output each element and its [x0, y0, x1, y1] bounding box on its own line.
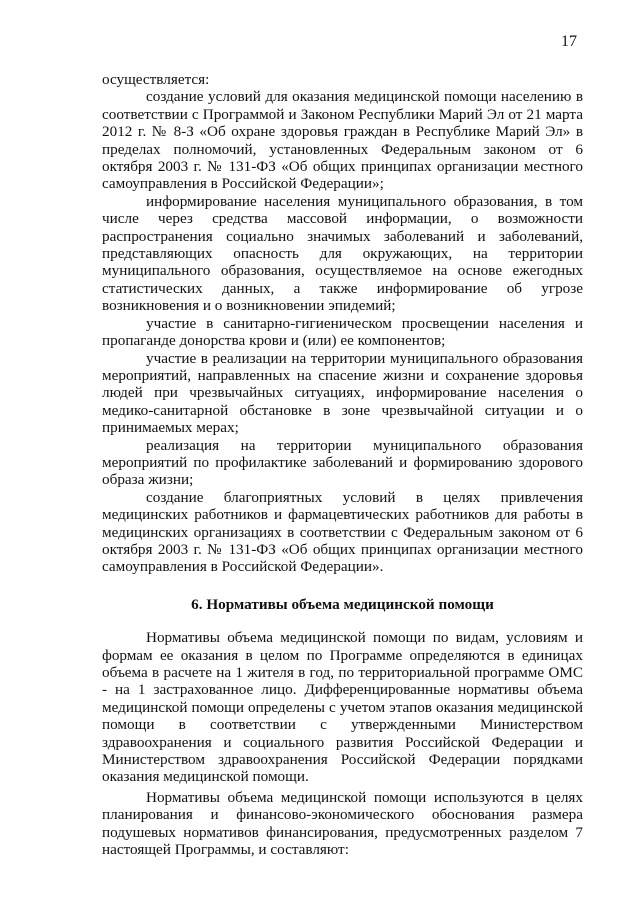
document-body [102, 71, 583, 858]
paragraph-sanitary: участие в санитарно-гигиеническом просвещении населения и пропаганде донорства крови и (или) ее компонентов; [102, 314, 583, 350]
paragraph-workforce: создание благоприятных условий в целях привлечения медицинских работников и фармацевтических работников для работы в медицинских организациях в соответствии с Федеральным законом от 6 октября 2003 г. № 131-ФЗ «Об общих принципах организации местного самоуправления в Российской Федерации». [102, 488, 583, 576]
page-number: 17 [561, 33, 577, 50]
paragraph-emergency: участие в реализации на территории муниципального образования мероприятий, направленных на спасение жизни и сохранение здоровья людей при чрезвычайных ситуациях, информирование населения о медико-санитарной обстановке в зоне чрезвычайной ситуации и о принимаемых мерах; [102, 349, 583, 437]
paragraph-conditions: создание условий для оказания медицинской помощи населению в соответствии с Программой и Законом Республики Марий Эл от 21 марта 2012 г. № 8-З «Об охране здоровья граждан в Республике Марий Эл» в пределах полномочий, установленных Федеральным законом от 6 октября 2003 г. № 131-ФЗ «Об общих принципах организации местного самоуправления в Российской Федерации»; [102, 88, 583, 193]
paragraph-norms-definition: Нормативы объема медицинской помощи по видам, условиям и формам ее оказания в целом по Программе определяются в единицах объема в расчете на 1 жителя в год, по территориальной программе ОМС - на 1 застрахованное лицо. Дифференцированные нормативы объема медицинской помощи определены с учетом этапов оказания медицинской помощи в соответствии с утвержденными Министерством здравоохранения и социального развития Российской Федерации и Министерством здравоохранения Российской Федерации порядками оказания медицинской помощи. [102, 629, 583, 786]
section-heading: 6. Нормативы объема медицинской помощи [191, 595, 494, 613]
paragraph-intro: осуществляется: [102, 71, 210, 88]
paragraph-prevention: реализация на территории муниципального образования мероприятий по профилактике заболеваний и формированию здорового образа жизни; [102, 436, 583, 489]
paragraph-norms-usage: Нормативы объема медицинской помощи используются в целях планирования и финансово-экономического обоснования размера подушевых нормативов финансирования, предусмотренных разделом 7 настоящей Программы, и составляют: [102, 788, 583, 859]
paragraph-informing: информирование населения муниципального образования, в том числе через средства массовой информации, о возможности распространения социально значимых заболеваний и заболеваний, представляющих опасность для окружающих, на территории муниципального образования, осуществляемое на основе ежегодных статистических данных, а также информирование об угрозе возникновения и о возникновении эпидемий; [102, 192, 583, 315]
